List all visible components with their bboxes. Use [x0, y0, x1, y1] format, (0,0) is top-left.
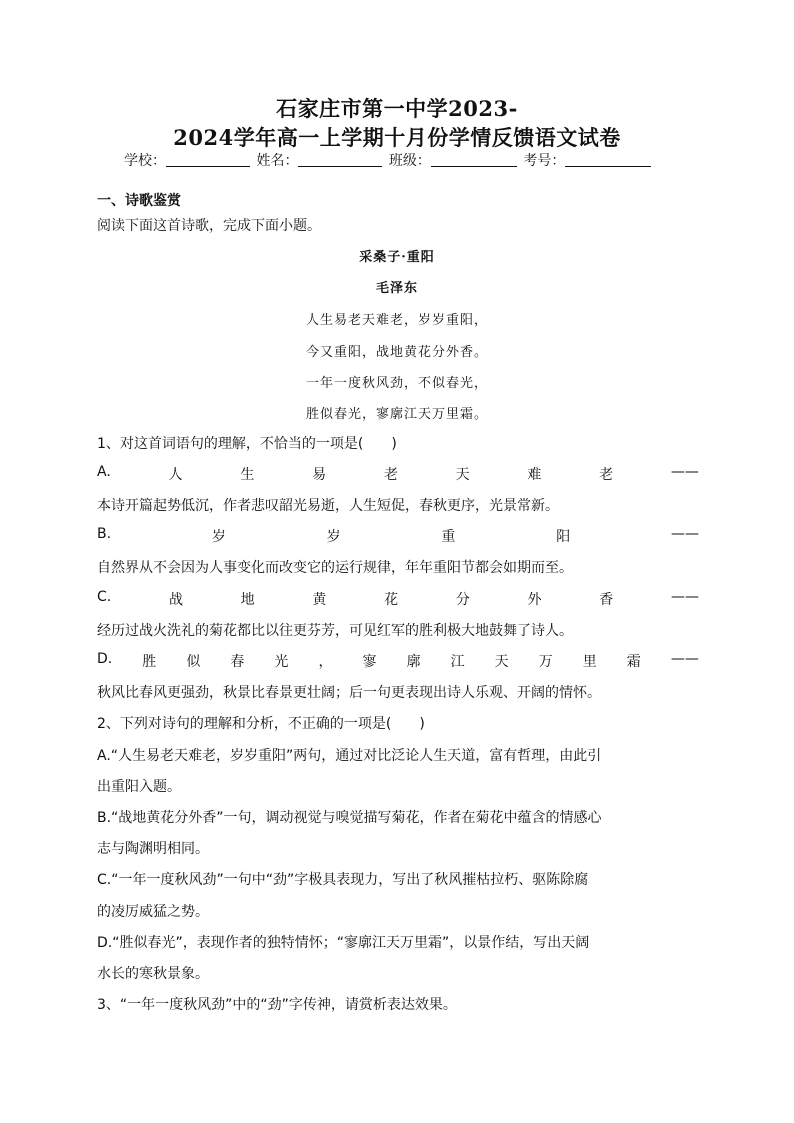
q1-option-d-quote[interactable]: [97, 651, 699, 671]
q1-option-d-text: 秋风比春风更强劲，秋景比春景更壮阔；后一句更表现出诗人乐观、开阔的情怀。: [97, 685, 601, 701]
name-blank[interactable]: [298, 152, 382, 167]
quote-char: 易: [312, 467, 327, 483]
quote-char: 老: [599, 467, 614, 483]
exam-no-label: 考号：: [523, 153, 566, 169]
quote-char: 霜: [626, 654, 641, 670]
quote-char: 胜: [142, 654, 157, 670]
q1-option-a-text: 本诗开篇起势低沉，作者悲叹韶光易逝，人生短促，春秋更序，光景常新。: [97, 498, 559, 514]
option-letter: B.: [97, 526, 112, 542]
poem-line: 胜似春光，寥廓江天万里霜。: [305, 407, 488, 422]
poem-title: 采桑子·重阳: [359, 250, 435, 265]
quote-char: 人: [168, 467, 183, 483]
quote-char: 岁: [211, 529, 226, 545]
class-blank[interactable]: [431, 152, 517, 167]
q1-option-c-text: 经历过战火洗礼的菊花都比以往更芬芳，可见红军的胜利极大地鼓舞了诗人。: [97, 623, 573, 639]
instruction-text: 阅读下面这首诗歌，完成下面小题。: [97, 218, 321, 234]
poem-line: 一年一度秋风劲，不似春光，: [305, 376, 488, 391]
question-2-stem: 2、下列对诗句的理解和分析，不正确的一项是( ): [97, 716, 425, 732]
exam-no-blank[interactable]: [565, 152, 651, 167]
quote-char: 岁: [326, 529, 341, 545]
option-letter: A.: [97, 464, 111, 480]
q2-option-c-line2: 的凌厉威猛之势。: [97, 904, 209, 920]
quote-char: 难: [527, 467, 542, 483]
quote-char: 战: [168, 592, 183, 608]
q2-option-d-line2: 水长的寒秋景象。: [97, 966, 209, 982]
quote-char: 万: [538, 654, 553, 670]
dash: ——: [670, 651, 699, 667]
question-3-stem: 3、“一年一度秋风劲”中的“劲”字传神，请赏析表达效果。: [97, 997, 457, 1013]
quote-char: 花: [384, 592, 399, 608]
class-label: 班级：: [388, 153, 431, 169]
exam-title-line1: 石家庄市第一中学2023-: [276, 96, 518, 121]
quote-char: 分: [455, 592, 470, 608]
q2-option-b-line1[interactable]: B.“战地黄花分外香”一句，调动视觉与嗅觉描写菊花，作者在菊花中蕴含的情感心: [97, 810, 602, 826]
quote-char: 天: [455, 467, 470, 483]
dash: ——: [670, 464, 699, 480]
quote-char: 外: [527, 592, 542, 608]
q2-option-d-line1[interactable]: D.“胜似春光”，表现作者的独特情怀；“寥廓江天万里霜”，以景作结，写出天阔: [97, 935, 590, 951]
school-blank[interactable]: [166, 152, 250, 167]
quote-char: 江: [450, 654, 465, 670]
quote-char: 光: [274, 654, 289, 670]
poem-line: 今又重阳，战地黄花分外香。: [305, 345, 488, 360]
q1-option-c-quote[interactable]: [97, 589, 699, 609]
q1-option-b-text: 自然界从不会因为人事变化而改变它的运行规律，年年重阳节都会如期而至。: [97, 560, 573, 576]
q1-option-b-quote[interactable]: [97, 526, 699, 546]
poem-author: 毛泽东: [375, 281, 418, 296]
quote-char: 重: [441, 529, 456, 545]
quote-char: 香: [599, 592, 614, 608]
school-label: 学校：: [124, 153, 166, 169]
option-letter: C.: [97, 589, 112, 605]
q2-option-a-line2: 出重阳入题。: [97, 779, 181, 795]
quote-char: 地: [240, 592, 255, 608]
exam-title-line2: 2024学年高一上学期十月份学情反馈语文试卷: [173, 125, 621, 150]
question-1-stem: 1、对这首词语句的理解，不恰当的一项是( ): [97, 436, 397, 452]
quote-char: 老: [383, 467, 398, 483]
name-label: 姓名：: [256, 153, 299, 169]
quote-char: 似: [186, 654, 201, 670]
student-info-row: [124, 150, 653, 172]
option-letter: D.: [97, 651, 113, 667]
quote-char: 生: [240, 467, 255, 483]
quote-char: 天: [494, 654, 509, 670]
q2-option-b-line2: 志与陶渊明相同。: [97, 841, 209, 857]
dash: ——: [670, 589, 699, 605]
q1-option-a-quote[interactable]: [97, 464, 699, 484]
section-heading-poetry: 一、诗歌鉴赏: [97, 193, 181, 209]
q2-option-a-line1[interactable]: A.“人生易老天难老，岁岁重阳”两句，通过对比泛论人生天道，富有哲理，由此引: [97, 748, 602, 764]
quote-char: 廓: [406, 654, 421, 670]
quote-char: 寥: [362, 654, 377, 670]
q2-option-c-line1[interactable]: C.“一年一度秋风劲”一句中“劲”字极具表现力，写出了秋风摧枯拉朽、驱陈除腐: [97, 872, 589, 888]
quote-char: 春: [230, 654, 245, 670]
dash: ——: [670, 526, 699, 542]
quote-char: 阳: [556, 529, 571, 545]
quote-char: 黄: [312, 592, 327, 608]
poem-line: 人生易老天难老，岁岁重阳，: [305, 313, 488, 328]
quote-char: 里: [582, 654, 597, 670]
quote-char: ，: [318, 654, 333, 670]
